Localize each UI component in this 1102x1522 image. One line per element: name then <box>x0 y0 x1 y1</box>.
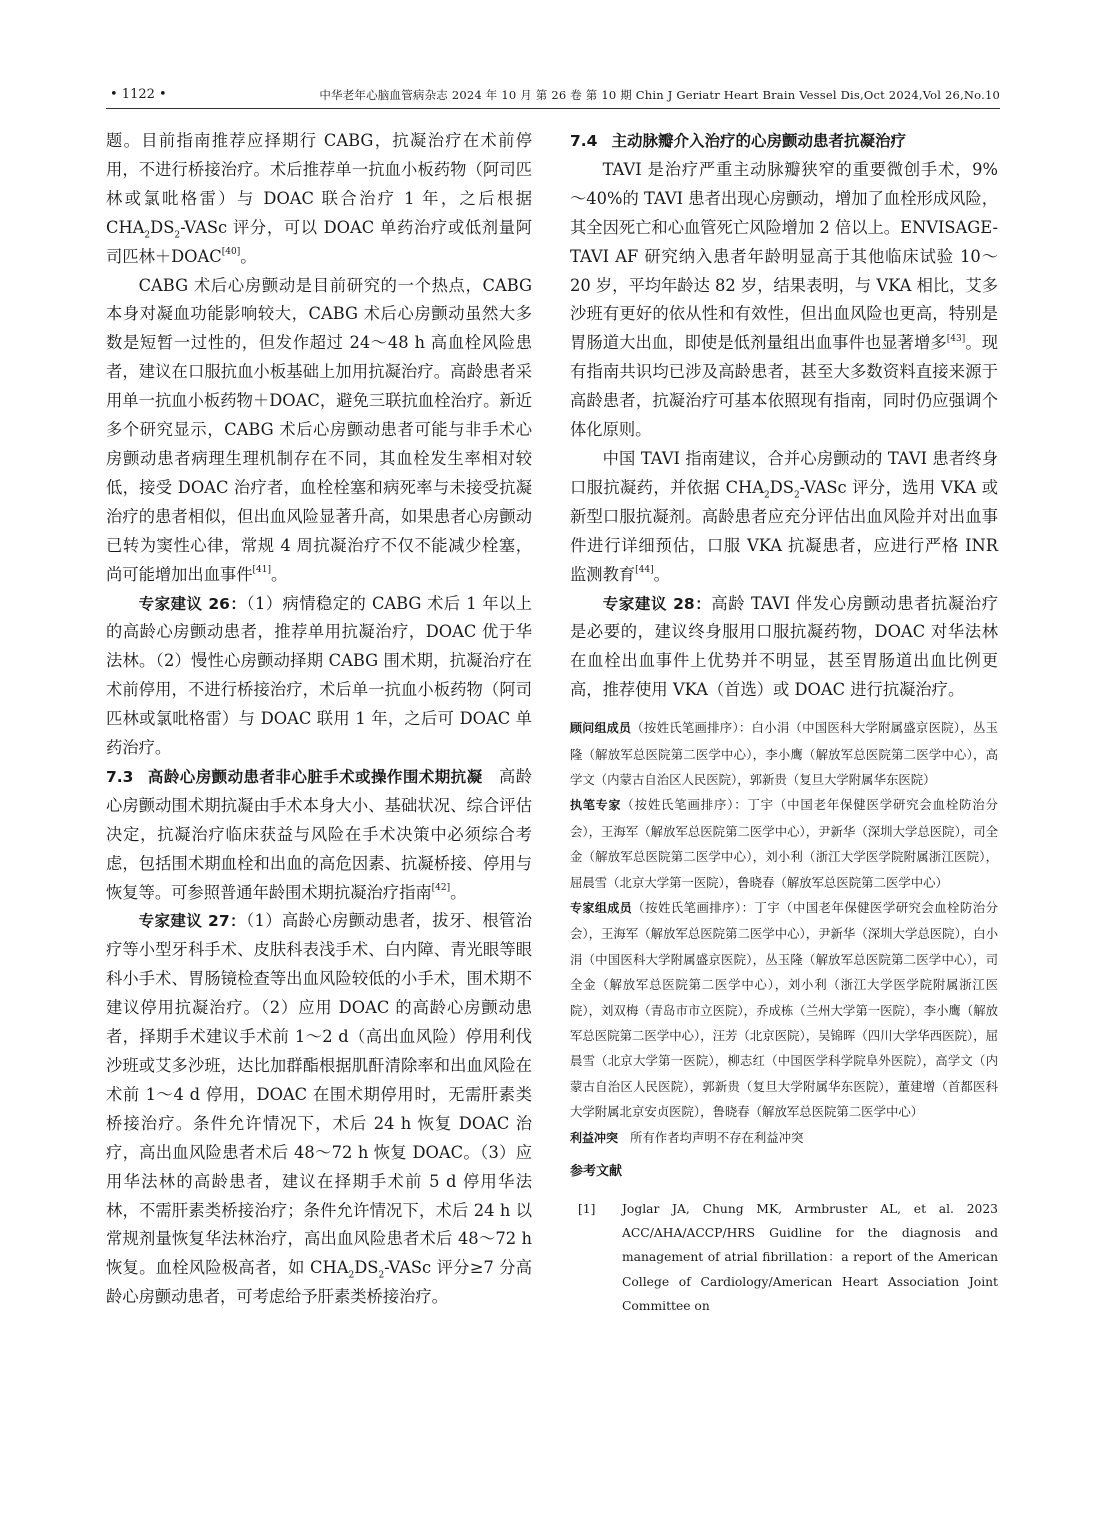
citation-ref: [44] <box>635 565 654 576</box>
text-run: DS <box>354 1258 379 1278</box>
recommendation-text: 高龄 TAVI 伴发心房颤动患者抗凝治疗是必要的，建议终身服用口服抗凝药物，DOAC 对华法林在血栓出血事件上优势并不明显，甚至胃肠道出血比例更高，推荐使用 VKA（首选）或 DOAC 进行抗凝治疗。 <box>570 593 998 700</box>
subscript: 2 <box>174 229 181 240</box>
advisors-text: （按姓氏笔画排序）：白小涓（中国医科大学附属盛京医院），丛玉隆（解放军总医院第二医学中心），李小鹰（解放军总医院第二医学中心），高学文（内蒙古自治区人民医院），郭新贵（复旦大学附属华东医院） <box>570 720 998 787</box>
text-run: 。 <box>271 564 288 584</box>
section-number: 7.4 <box>570 132 598 150</box>
citation-ref: [43] <box>946 333 966 344</box>
text-run: DS <box>150 217 175 237</box>
citation-ref: [40] <box>221 247 241 258</box>
recommendation-label: 专家建议 28： <box>602 594 712 613</box>
advisors-label: 顾问组成员 <box>570 721 632 736</box>
citation-ref: [41] <box>252 565 272 576</box>
text-run: 题。目前指南推荐应择期行 CABG，抗凝治疗在术前停用，不进行桥接治疗。术后推荐单一抗血小板药物（阿司匹林或氯吡格雷）与 DOAC 联合治疗 1 年，之后根据 CHA <box>106 131 532 237</box>
text-run: -VASc 评分，选用 VKA 或新型口服抗凝剂。高龄患者应充分评估出血风险并对出血事件进行详细预估，口服 VKA 抗凝患者，应进行严格 INR 监测教育 <box>570 477 998 584</box>
text-run: 中国 TAVI 指南建议，合并心房颤动的 TAVI 患者终身口服抗凝药，并依据 CHA <box>570 448 998 497</box>
section-title: 高龄心房颤动患者非心脏手术或操作围术期抗凝 <box>147 767 483 786</box>
coi-label: 利益冲突 <box>570 1130 619 1145</box>
text-run: 。 <box>450 882 467 902</box>
paragraph-cabg-guideline <box>106 127 532 272</box>
writers-text: （按姓氏笔画排序）：丁宇（中国老年保健医学研究会血栓防治分会），王海军（解放军总医院第二医学中心），尹新华（深圳大学总医院），司全金（解放军总医院第二医学中心），刘小利（浙江大学医学院附属浙江医院），屈晨雪（北京大学第一医院），鲁晓春（解放军总医院第二医学中心） <box>570 797 998 890</box>
paragraph-postop-af <box>106 272 532 590</box>
reference-number: [1] <box>578 1201 596 1216</box>
text-run: CABG 术后心房颤动是目前研究的一个热点，CABG 本身对凝血功能影响较大，CABG 术后心房颤动虽然大多数是短暂一过性的，但发作超过 24～48 h 高血栓风险患者，建议在口服抗血小板基础上加用抗凝治疗。高龄患者采用单一抗血小板药物＋DOAC，避免三联抗血栓治疗。新近多个研究显示，CABG 术后心房颤动患者可能与非手术心房颤动患者病理生理机制存在不同，其血栓发生率相对较低，接受 DOAC 治疗者，血栓栓塞和病死率与未接受抗凝治疗的患者相似，但出血风险显著升高，如果患者心房颤动已转为窦性心律，常规 4 周抗凝治疗不仅不能减少栓塞，尚可能增加出血事件 <box>106 275 532 584</box>
writers-label: 执笔专家 <box>570 798 622 813</box>
text-run: DS <box>769 477 794 497</box>
text-run: -VASc 评分，可以 DOAC 单药治疗或低剂量阿司匹林＋DOAC <box>106 217 532 266</box>
text-run: 。 <box>653 564 670 584</box>
experts-text: （按姓氏笔画排序）：丁宇（中国老年保健医学研究会血栓防治分会），王海军（解放军总医院第二医学中心），尹新华（深圳大学总医院），白小涓（中国医科大学附属盛京医院），丛玉隆（解放军总医院第二医学中心），司全金（解放军总医院第二医学中心），刘小利（浙江大学医学院附属浙江医院），刘双梅（青岛市市立医院），乔成栋（兰州大学第一医院），李小鹰（解放军总医院第二医学中心），汪芳（北京医院），吴锦晖（四川大学华西医院），屈晨雪（北京大学第一医院），柳志红（中国医学科学院阜外医院），高学文（内蒙古自治区人民医院），郭新贵（复旦大学附属华东医院），董建增（首都医科大学附属北京安贞医院），鲁晓春（解放军总医院第二医学中心） <box>570 899 998 1120</box>
section-title: 主动脉瓣介入治疗的心房颤动患者抗凝治疗 <box>611 132 906 150</box>
text-run: 。 <box>240 246 257 266</box>
journal-citation: 中华老年心脑血管病杂志 2024 年 10 月 第 26 卷 第 10 期 Chin J Geriatr Heart Brain Vessel Dis,Oct 2024,Vol 26,No.10 <box>319 88 1000 102</box>
recommendation-text: （1）高龄心房颤动患者，拔牙、根管治疗等小型牙科手术、皮肤科表浅手术、白内障、青光眼等眼科小手术、胃肠镜检查等出血风险较低的小手术，围术期不建议停用抗凝治疗。（2）应用 DOAC 的高龄心房颤动患者，择期手术建议手术前 1～2 d（高出血风险）停用利伐沙班或艾多沙班，达比加群酯根据肌酐清除率和出血风险在术前 1～4 d 停用，DOAC 在围术期停用时，无需肝素类桥接治疗。条件允许情况下，术后 24 h 恢复 DOAC 治疗，高出血风险患者术后 48～72 h 恢复 DOAC。（3）应用华法林的高龄患者，建议在择期手术前 5 d 停用华法林，不需肝素类桥接治疗；条件允许情况下，术后 24 h 以常规剂量恢复华法林治疗，高出血风险患者术后 48～72 h 恢复。血栓风险极高者，如 CHA <box>106 911 533 1278</box>
left-column <box>106 127 532 1312</box>
recommendation-label: 专家建议 27： <box>138 912 246 931</box>
reference-text: Joglar JA, Chung MK, Armbruster AL, et al. 2023 ACC/AHA/ACCP/HRS Guidline for the diagnosis and management of atrial fibrillation：a report of the American College of Cardiology/American Heart Association Joint Committee on <box>622 1201 998 1314</box>
section-text: 高龄心房颤动围术期抗凝由手术本身大小、基础状况、综合评估决定，抗凝治疗临床获益与风险在手术决策中必须综合考虑，包括围术期血栓和出血的高危因素、抗凝桥接、停用与恢复等。可参照普通年龄围术期抗凝治疗指南 <box>106 766 532 902</box>
expert-recommendation-28 <box>570 590 998 706</box>
page-header <box>106 86 1000 109</box>
paragraph-china-tavi <box>570 445 998 590</box>
section-number: 7.3 <box>106 767 134 786</box>
subscript: 2 <box>144 229 151 240</box>
reference-item <box>570 1197 998 1319</box>
paragraph-tavi <box>570 156 998 445</box>
text-run: 。现有指南共识均已涉及高龄患者，甚至大多数资料直接来源于高龄患者，抗凝治疗可基本依照现有指南，同时仍应强调个体化原则。 <box>570 333 998 440</box>
citation-ref: [42] <box>431 883 451 894</box>
text-run: -VASc 评分≥7 分高龄心房颤动患者，可考虑给予肝素类桥接治疗。 <box>106 1258 532 1307</box>
text-run: TAVI 是治疗严重主动脉瓣狭窄的重要微创手术，9%～40%的 TAVI 患者出现心房颤动，增加了血栓形成风险，其全因死亡和心血管死亡风险增加 2 倍以上。ENVISAGE-TAVI AF 研究纳入患者年龄明显高于其他临床试验 10～20 岁，平均年龄达 82 岁，结果表明，与 VKA 相比，艾多沙班有更好的依从性和有效性，但出血风险也更高，特别是胃肠道大出血，即使是低剂量组出血事件也显著增多 <box>570 159 998 353</box>
conflict-of-interest <box>570 1127 998 1149</box>
references-heading: 参考文献 <box>570 1163 623 1179</box>
expert-recommendation-26 <box>106 590 532 763</box>
page-number: • 1122 • <box>110 87 167 102</box>
experts-list <box>570 895 998 1125</box>
subscript: 2 <box>763 490 770 501</box>
recommendation-label: 专家建议 26： <box>138 594 247 613</box>
writers-list <box>570 792 998 895</box>
advisors-list <box>570 715 998 792</box>
right-column <box>570 127 998 1319</box>
subscript: 2 <box>378 1270 385 1281</box>
recommendation-text: （1）病情稳定的 CABG 术后 1 年以上的高龄心房颤动患者，推荐单用抗凝治疗，DOAC 优于华法林。（2）慢性心房颤动择期 CABG 围术期，抗凝治疗在术前停用，不进行桥接治疗，术后单一抗血小板药物（阿司匹林或氯吡格雷）与 DOAC 联用 1 年，之后可 DOAC 单药治疗。 <box>106 593 533 758</box>
subscript: 2 <box>793 490 800 501</box>
subscript: 2 <box>348 1270 355 1281</box>
expert-recommendation-27 <box>106 907 532 1312</box>
coi-text: 所有作者均声明不存在利益冲突 <box>630 1129 804 1145</box>
section-7-3 <box>106 763 532 908</box>
experts-label: 专家组成员 <box>570 900 633 915</box>
section-7-4 <box>570 127 998 156</box>
